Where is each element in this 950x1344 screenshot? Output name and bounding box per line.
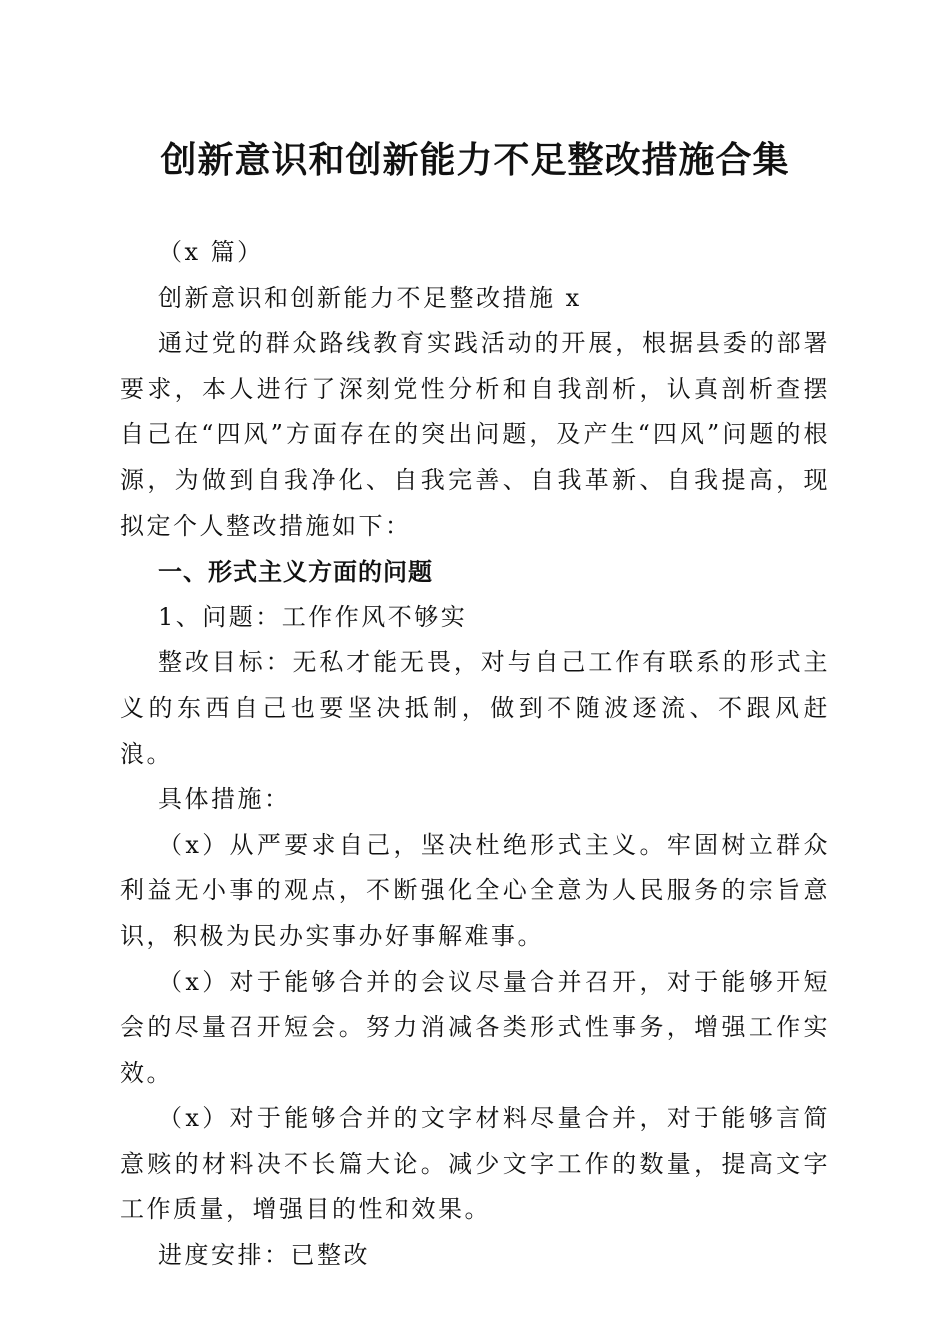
section-heading: 一、形式主义方面的问题 xyxy=(158,557,433,587)
paragraph-progress: 进度安排：已整改 xyxy=(158,1241,370,1270)
paragraph-problem: 1、问题：工作作风不够实 xyxy=(158,602,468,631)
paragraph-intro: 通过党的群众路线教育实践活动的开展，根据县委的部署要求，本人进行了深刻党性分析和自我剖析，认真剖析查摆自己在“四风”方面存在的突出问题，及产生“四风”问题的根源，为做到自我净化、自我完善、自我革新、自我提高，现拟定个人整改措施如下： xyxy=(120,329,830,540)
document-title: 创新意识和创新能力不足整改措施合集 xyxy=(160,139,790,181)
paragraph-measure-1: （x）从严要求自己，坚决杜绝形式主义。牢固树立群众利益无小事的观点，不断强化全心全意为人民服务的宗旨意识，积极为民办实事办好事解难事。 xyxy=(120,830,830,950)
paragraph-goal: 整改目标：无私才能无畏，对与自己工作有联系的形式主义的东西自己也要坚决抵制，做到不随波逐流、不跟风赶浪。 xyxy=(120,648,830,768)
document-body xyxy=(120,230,830,1279)
paragraph-measure-2: （x）对于能够合并的会议尽量合并召开，对于能够开短会的尽量召开短会。努力消减各类形式性事务，增强工作实效。 xyxy=(120,967,830,1087)
paragraph-measures-label: 具体措施： xyxy=(158,785,291,814)
paragraph-measure-3: （x）对于能够合并的文字材料尽量合并，对于能够言简意赅的材料决不长篇大论。减少文字工作的数量，提高文字工作质量，增强目的性和效果。 xyxy=(120,1104,830,1224)
paragraph-subtitle: 创新意识和创新能力不足整改措施 x xyxy=(158,283,582,312)
paragraph-count-note: （x 篇） xyxy=(158,238,264,266)
